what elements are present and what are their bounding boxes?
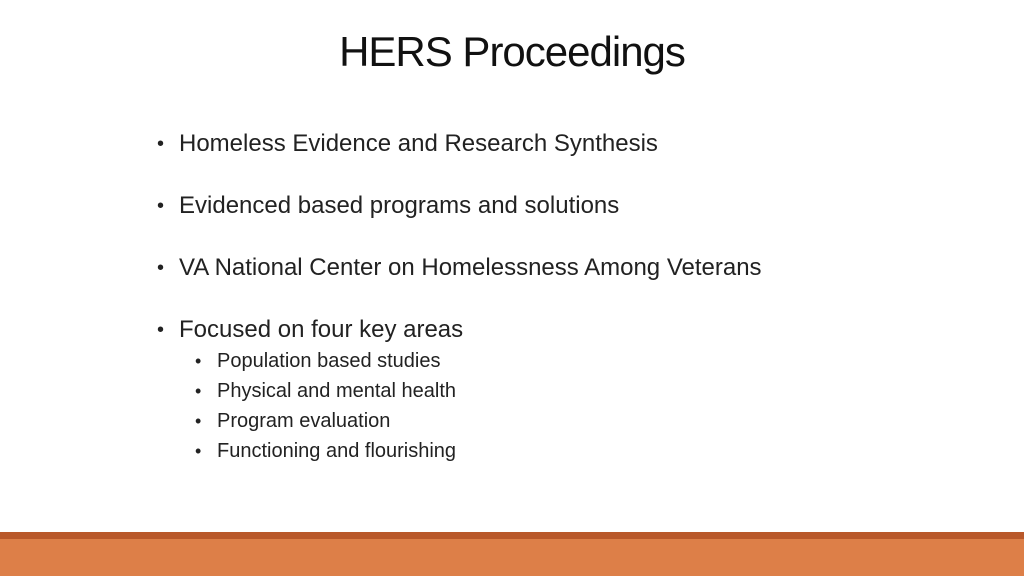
bullet-text: Focused on four key areas bbox=[179, 316, 464, 343]
bullet-item bbox=[157, 128, 957, 160]
bullet-text: Homeless Evidence and Research Synthesis bbox=[179, 130, 658, 157]
bullet-text: Evidenced based programs and solutions bbox=[179, 192, 620, 219]
bullet-list bbox=[157, 128, 957, 466]
bullet-item bbox=[157, 252, 957, 284]
sub-bullet-text: Program evaluation bbox=[217, 410, 391, 432]
sub-bullet-item bbox=[195, 436, 957, 466]
footer-accent-stripe bbox=[0, 532, 1024, 539]
bullet-dot-icon: • bbox=[157, 195, 165, 217]
bullet-dot-icon: • bbox=[157, 133, 165, 155]
sub-bullet-text: Population based studies bbox=[217, 350, 441, 372]
bullet-dot-icon: • bbox=[157, 319, 165, 341]
bullet-dot-icon: • bbox=[157, 257, 165, 279]
sub-bullet-item bbox=[195, 346, 957, 376]
sub-bullet-dot-icon: • bbox=[195, 381, 202, 401]
slide-title: HERS Proceedings bbox=[339, 28, 685, 75]
bullet-item bbox=[157, 314, 957, 346]
sub-bullet-dot-icon: • bbox=[195, 411, 202, 431]
footer-bar bbox=[0, 539, 1024, 576]
sub-bullet-list bbox=[157, 346, 957, 466]
sub-bullet-text: Physical and mental health bbox=[217, 380, 457, 402]
sub-bullet-dot-icon: • bbox=[195, 351, 202, 371]
sub-bullet-item bbox=[195, 406, 957, 436]
sub-bullet-item bbox=[195, 376, 957, 406]
bullet-item bbox=[157, 190, 957, 222]
sub-bullet-text: Functioning and flourishing bbox=[217, 440, 457, 462]
bullet-text: VA National Center on Homelessness Among Veterans bbox=[179, 254, 762, 281]
sub-bullet-dot-icon: • bbox=[195, 441, 202, 461]
